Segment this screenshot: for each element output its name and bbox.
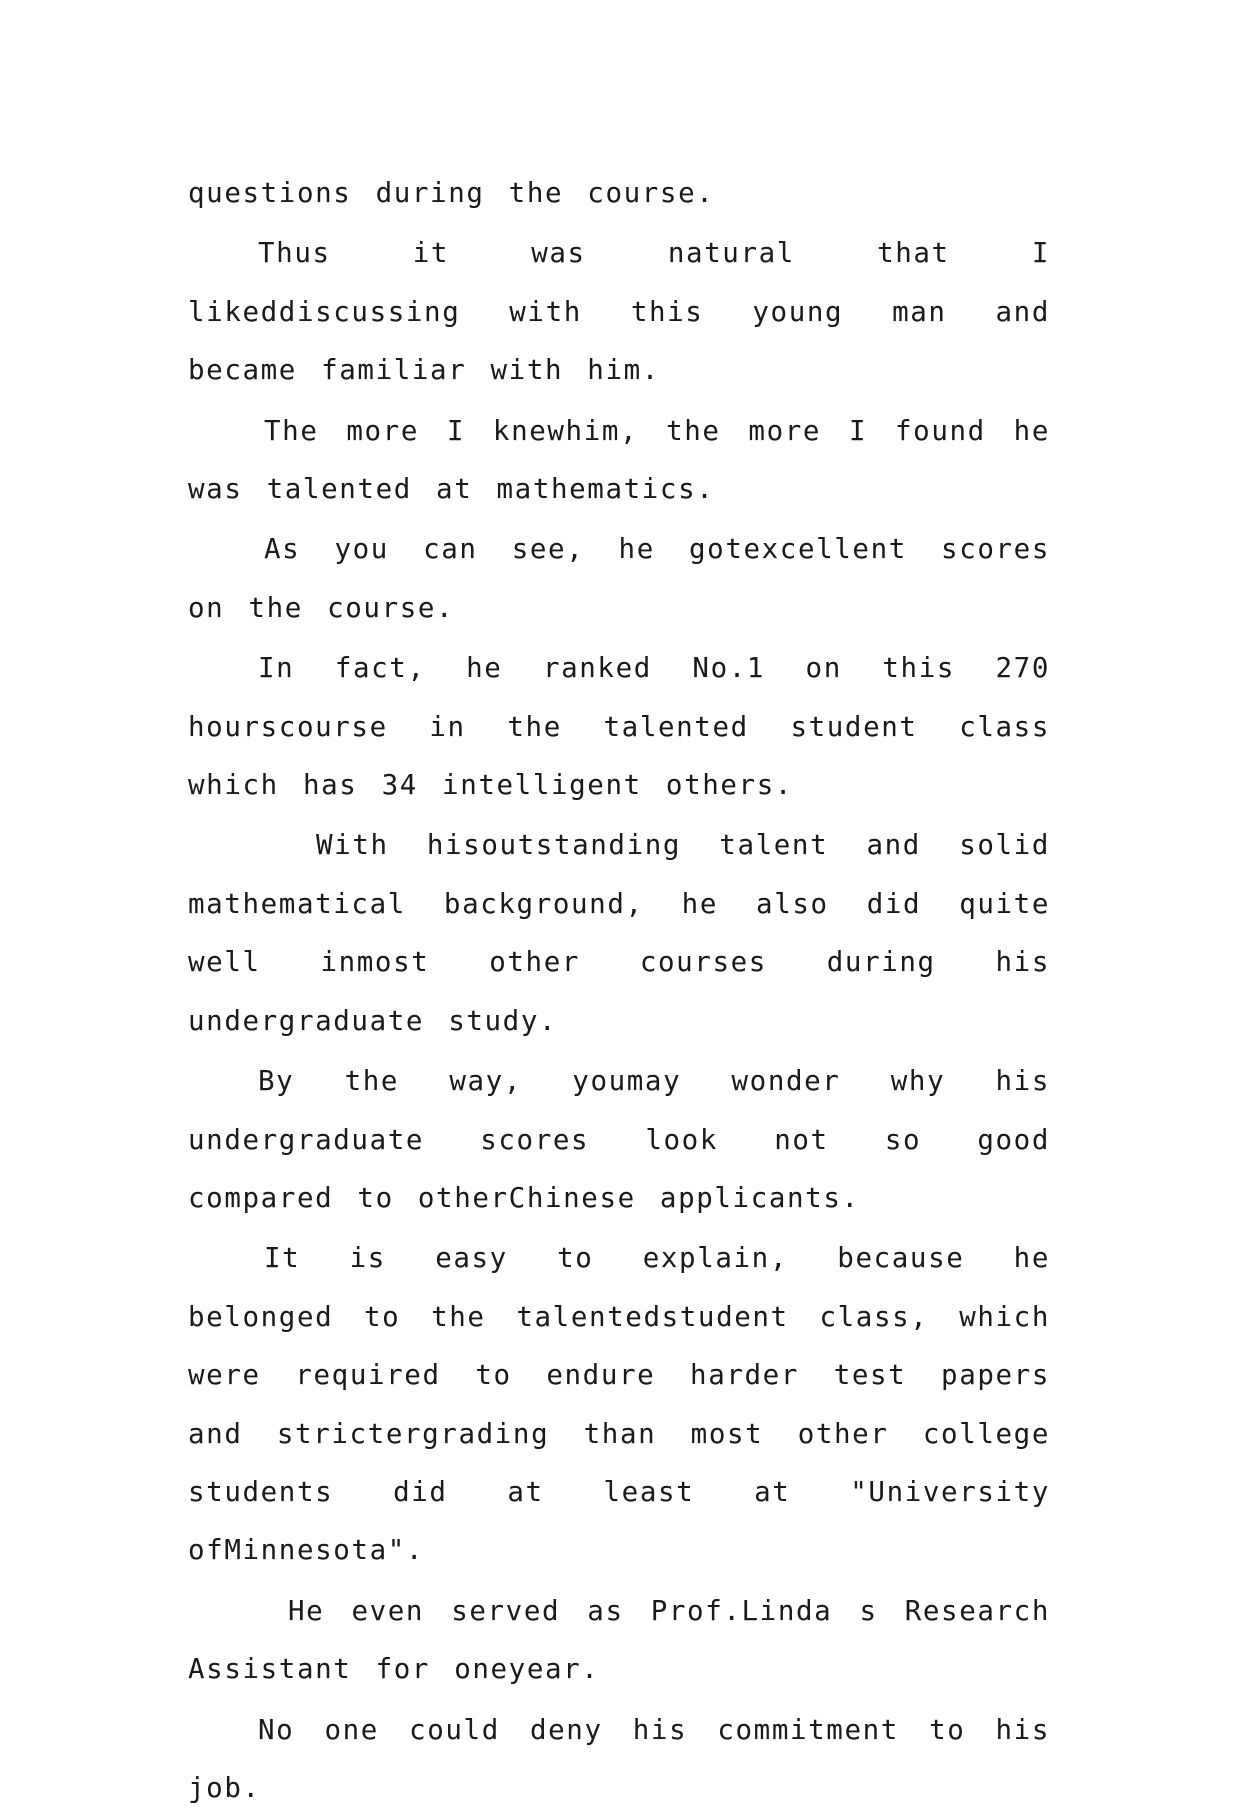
paragraph-1: questions during the course. bbox=[188, 177, 715, 209]
paragraph-4: As you can see, he gotexcellent scores on the course. bbox=[188, 533, 1050, 624]
paragraph-9: He even served as Prof.Linda s Research Assistant for oneyear. bbox=[188, 1594, 1050, 1686]
paragraph-10: No one could deny his commitment to his job. bbox=[188, 1713, 1050, 1804]
body-text bbox=[188, 164, 1050, 1819]
paragraph-7: By the way, youmay wonder why his undergraduate scores look not so good compared to otherChinese applicants. bbox=[188, 1065, 1050, 1214]
paragraph-8: It is easy to explain, because he belonged to the talentedstudent class, which were required to endure harder test papers and strictergrading than most other college students did at least at "University ofMinnesota". bbox=[188, 1242, 1050, 1567]
paragraph-3: The more I knewhim, the more I found he was talented at mathematics. bbox=[188, 414, 1050, 506]
paragraph-2: Thus it was natural that I likeddiscussing with this young man and became familiar with him. bbox=[188, 237, 1050, 387]
paragraph-6: With hisoutstanding talent and solid mathematical background, he also did quite well inmost other courses during his undergraduate study. bbox=[188, 829, 1050, 1037]
paragraph-5: In fact, he ranked No.1 on this 270 hourscourse in the talented student class which has 34 intelligent others. bbox=[188, 652, 1050, 802]
